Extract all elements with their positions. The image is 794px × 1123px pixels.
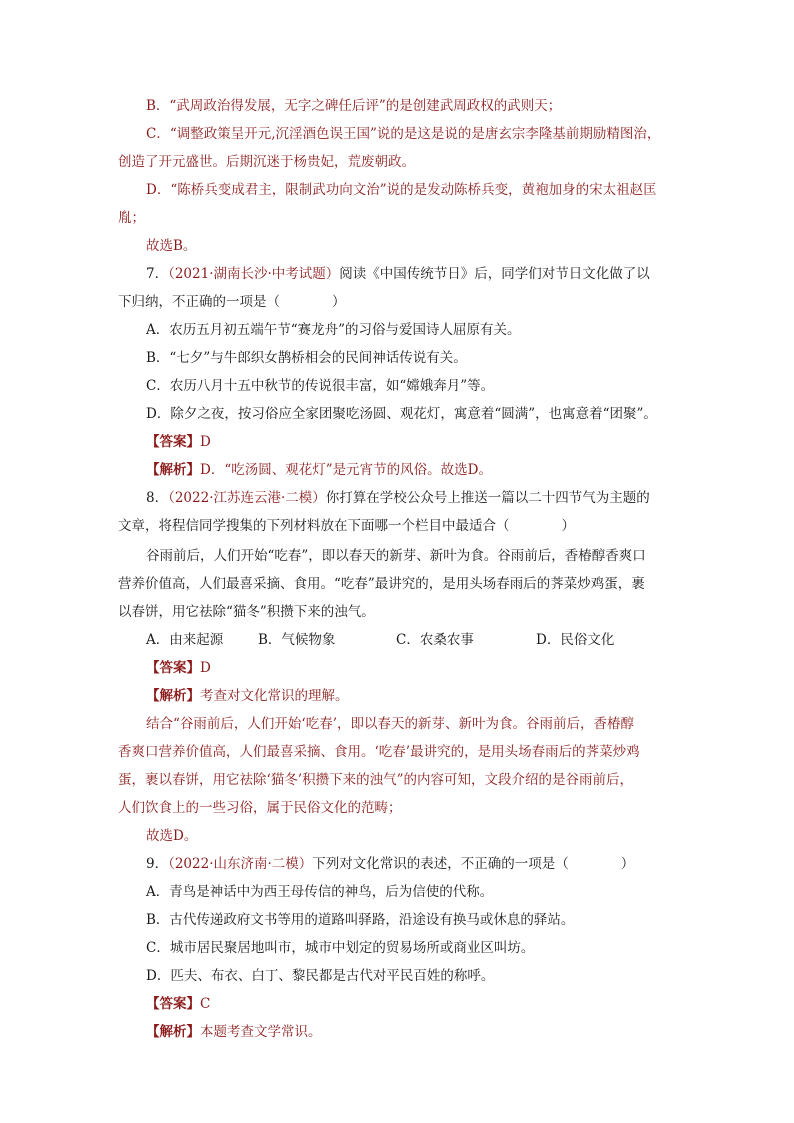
q9-answer-value: C: [200, 996, 211, 1012]
q7-option-c: C．农历八月十五中秋节的传说很丰富，如“嫦娥奔月”等。: [146, 378, 495, 394]
q9-option-a: A．青鸟是神话中为西王母传信的神鸟，后为信使的代称。: [146, 884, 494, 900]
q8-number: 8．: [146, 490, 169, 506]
q9-option-b: B．古代传递政府文书等用的道路叫驿路，沿途设有换马或休息的驿站。: [146, 912, 575, 928]
q8-answer-tag: 【答案】: [146, 660, 200, 676]
q8-analysis-text: 考查对文化常识的理解。: [200, 688, 349, 704]
q7-option-d: D．除夕之夜，按习俗应全家团聚吃汤圆、观花灯，寓意着“圆满”，也寓意着“团聚”。: [146, 406, 657, 422]
q8-stem-line1: [146, 488, 650, 508]
q8-stem-line2: [118, 516, 575, 536]
q9-analysis-text: 本题考查文学常识。: [200, 1024, 322, 1040]
q8-stem-text2: 文章，将程信同学搜集的下列材料放在下面哪一个栏目中最适合（: [118, 518, 510, 534]
q8-material-line1: 谷雨前后，人们开始“吃春”，即以春天的新芽、新叶为食。谷雨前后，香椿醇香爽口: [146, 548, 646, 564]
prev-option-c-line2: 创造了开元盛世。后期沉迷于杨贵妃，荒废朝政。: [118, 154, 415, 170]
q7-option-a: A．农历五月初五端午节“赛龙舟”的习俗与爱国诗人屈原有关。: [146, 322, 521, 338]
q9-answer-tag: 【答案】: [146, 996, 200, 1012]
prev-option-d-line1: D．“陈桥兵变成君主，限制武功向文治”说的是发动陈桥兵变，黄袍加身的宋太祖赵匡: [146, 182, 657, 198]
prev-option-d-line2: 胤；: [118, 210, 145, 226]
q7-stem-close: ）: [332, 294, 346, 310]
prev-conclusion: 故选B。: [146, 238, 197, 254]
q7-source: （2021·湖南长沙·中考试题）: [168, 266, 340, 282]
q7-stem-line2: [118, 292, 346, 312]
q9-number: 9．: [146, 856, 169, 872]
q8-option-b: B．气候物象: [258, 632, 336, 648]
q7-stem-text2: 下归纳，不正确的一项是（: [118, 294, 280, 310]
q8-source: （2022·江苏连云港·二模）: [168, 490, 326, 506]
prev-option-c-line1: C．“调整政策呈开元,沉淫酒色误王国”说的是这是说的是唐玄宗李隆基前期励精图治，: [146, 126, 661, 142]
q8-explain-line4: 人们饮食上的一些习俗，属于民俗文化的范畴；: [118, 800, 402, 816]
q8-option-d: D．民俗文化: [536, 632, 615, 648]
q8-option-c: C．农桑农事: [396, 632, 474, 648]
q8-answer: [146, 658, 211, 678]
q8-explain-line3: 蛋，裹以春饼，用它祛除‘猫冬’积攒下来的浊气”的内容可知，文段介绍的是谷雨前后，: [118, 772, 633, 788]
q9-stem-line1: [146, 854, 634, 874]
q8-option-a: A．由来起源: [146, 632, 224, 648]
q8-material-line3: 以春饼，用它祛除“猫冬”积攒下来的浊气。: [118, 604, 375, 620]
q9-analysis: [146, 1022, 322, 1042]
q9-option-c: C．城市居民聚居地叫市，城市中划定的贸易场所或商业区叫坊。: [146, 940, 535, 956]
q8-explain-line2: 香爽口营养价值高，人们最喜采摘、食用。‘吃春’最讲究的，是用头场春雨后的荠菜炒鸡: [118, 744, 640, 760]
q7-analysis-text: D．“吃汤圆、观花灯”是元宵节的风俗。故选D。: [200, 462, 492, 478]
q7-stem-line1: [146, 264, 650, 284]
q8-stem-text1: 你打算在学校公众号上推送一篇以二十四节气为主题的: [325, 490, 650, 506]
q8-answer-value: D: [200, 660, 211, 676]
q7-answer-tag: 【答案】: [146, 434, 200, 450]
q7-analysis-tag: 【解析】: [146, 462, 200, 478]
q7-number: 7．: [146, 266, 169, 282]
q9-analysis-tag: 【解析】: [146, 1024, 200, 1040]
q7-answer-value: D: [200, 434, 211, 450]
prev-option-b: B．“武周政治得发展，无字之碑任后评”的是创建武周政权的武则天；: [146, 98, 562, 114]
q9-option-d: D．匹夫、布衣、白丁、黎民都是古代对平民百姓的称呼。: [146, 968, 495, 984]
q7-analysis: [146, 460, 492, 480]
q7-stem-text1: 阅读《中国传统节日》后，同学们对节日文化做了以: [339, 266, 650, 282]
q9-stem-close: ）: [620, 856, 635, 872]
q7-option-b: B．“七夕”与牛郎织女鹊桥相会的民间神话传说有关。: [146, 350, 467, 366]
q8-conclusion: 故选D。: [146, 828, 198, 844]
q9-source: （2022·山东济南·二模）: [168, 856, 313, 872]
q7-answer: [146, 432, 211, 452]
q8-analysis-tag: 【解析】: [146, 688, 200, 704]
q9-answer: [146, 994, 210, 1014]
q9-stem-text1: 下列对文化常识的表述，不正确的一项是（: [312, 856, 569, 872]
q8-options: [146, 630, 614, 650]
q8-explain-line1: 结合“谷雨前后，人们开始‘吃春’，即以春天的新芽、新叶为食。谷雨前后，香椿醇: [146, 716, 634, 732]
q8-stem-close: ）: [561, 518, 575, 534]
q8-material-line2: 营养价值高，人们最喜采摘、食用。“吃春”最讲究的，是用头场春雨后的荠菜炒鸡蛋，裹: [118, 576, 645, 592]
q8-analysis: [146, 686, 349, 706]
